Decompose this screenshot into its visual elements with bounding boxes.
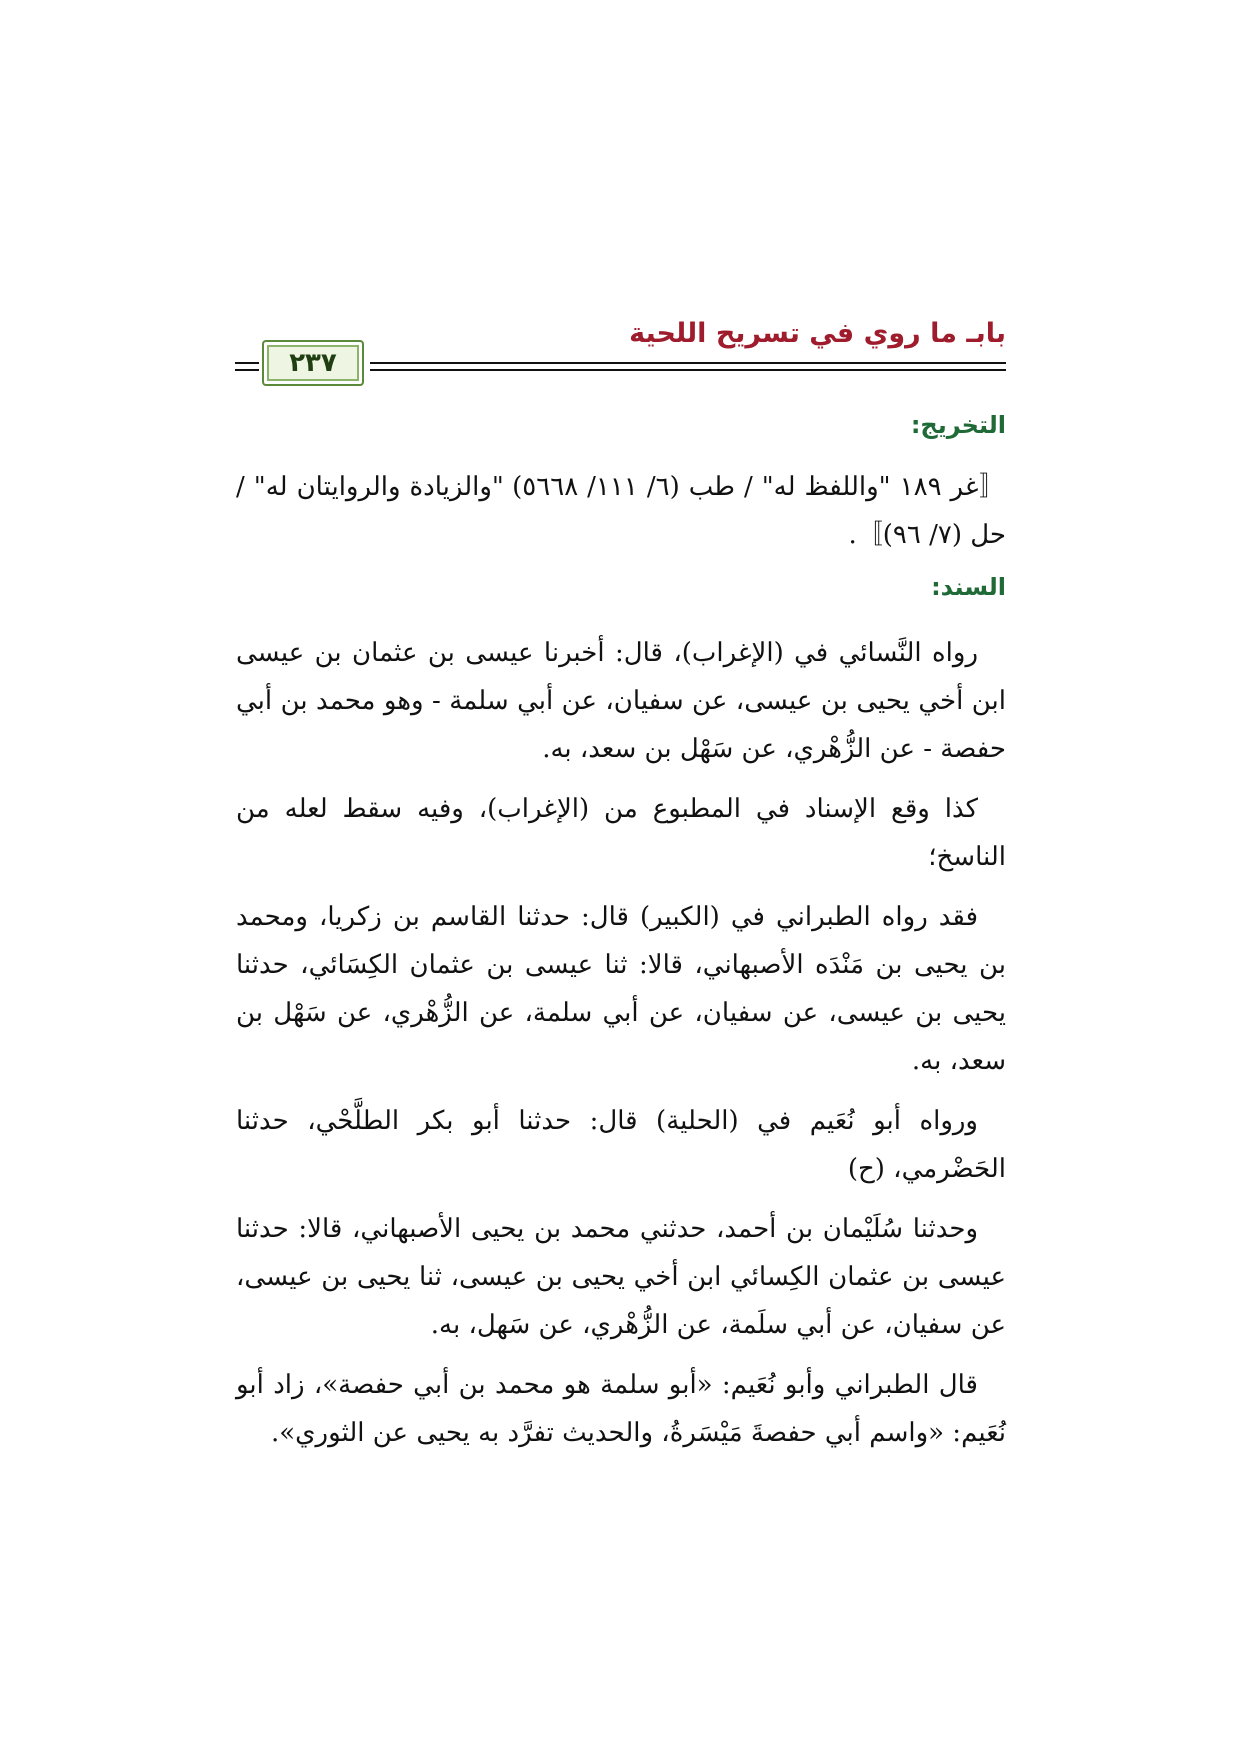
paragraph-4: ورواه أبو نُعَيم في (الحلية) قال: حدثنا أبو بكر الطلَّحْي، حدثنا الحَضْرمي، (ح): [236, 1106, 1006, 1184]
page-body: [236, 405, 1006, 1457]
page-header: [0, 318, 1240, 388]
takhrij-heading: التخريج:: [910, 411, 1006, 439]
sanad-heading: السند:: [931, 573, 1006, 601]
chapter-title: بابـ ما روي في تسريح اللحية: [629, 318, 1006, 349]
paragraph-3: فقد رواه الطبراني في (الكبير) قال: حدثنا القاسم بن زكريا، ومحمد بن يحيى بن مَنْدَه الأصبهاني، قالا: ثنا عيسى بن عثمان الكِسَائي، حدثنا يحيى بن عيسى، عن سفيان، عن أبي سلمة، عن الزُّهْري، عن سَهْل بن سعد، به.: [236, 902, 1006, 1076]
takhrij-text: 〚غر ١٨٩ "واللفظ له" / طب (٦/ ١١١/ ٥٦٦٨) "والزيادة والروايتان له" / حل (٧/ ٩٦)〛.: [236, 472, 1006, 550]
paragraph-1: رواه النَّسائي في (الإغراب)، قال: أخبرنا عيسى بن عثمان بن عيسى ابن أخي يحيى بن عيسى، عن سفيان، عن أبي سلمة - وهو محمد بن أبي حفصة - عن الزُّهْري، عن سَهْل بن سعد، به.: [236, 638, 1006, 764]
header-rule-right: [370, 362, 1006, 364]
paragraph-5: وحدثنا سُلَيْمان بن أحمد، حدثني محمد بن يحيى الأصبهاني، قالا: حدثنا عيسى بن عثمان الكِسائي ابن أخي يحيى بن عيسى، ثنا يحيى بن عيسى، عن سفيان، عن أبي سلَمة، عن الزُّهْري، عن سَهل، به.: [236, 1214, 1006, 1340]
page-number-badge: [262, 340, 364, 386]
page-number: ٢٣٧: [289, 348, 337, 378]
paragraph-2: كذا وقع الإسناد في المطبوع من (الإغراب)، وفيه سقط لعله من الناسخ؛: [236, 794, 1006, 872]
header-rule-left: [235, 362, 259, 364]
paragraph-6: قال الطبراني وأبو نُعَيم: «أبو سلمة هو محمد بن أبي حفصة»، زاد أبو نُعَيم: «واسم أبي حفصةَ مَيْسَرةُ، والحديث تفرَّد به يحيى عن الثوري».: [236, 1370, 1006, 1448]
